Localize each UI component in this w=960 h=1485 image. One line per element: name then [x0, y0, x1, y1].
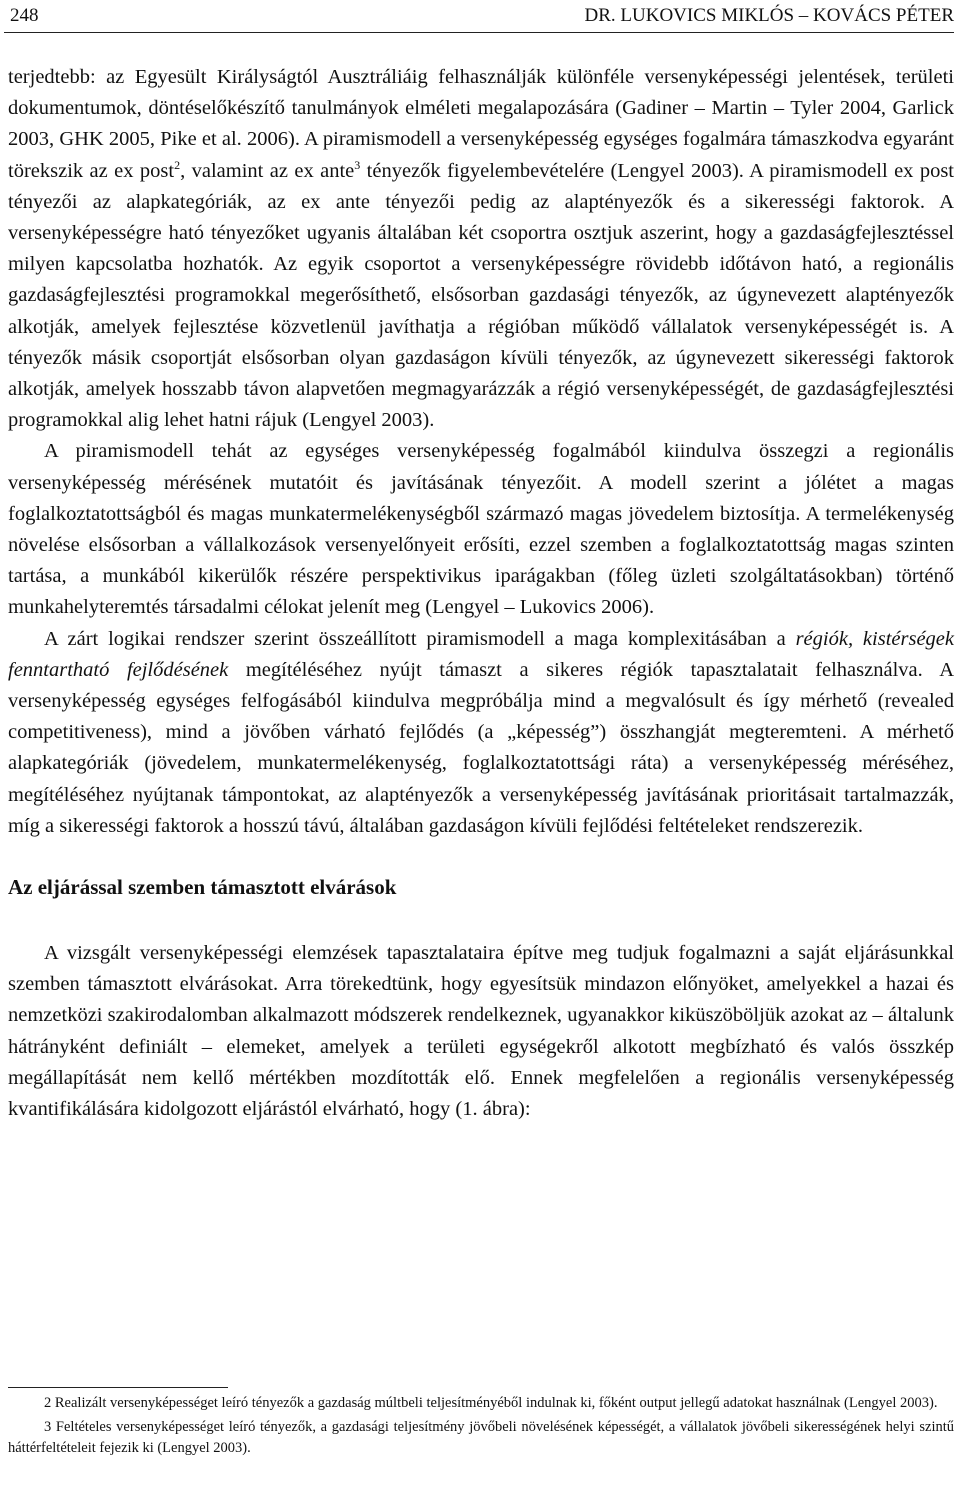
- running-header-authors: DR. LUKOVICS MIKLÓS – KOVÁCS PÉTER: [584, 5, 954, 26]
- text-run: megítéléséhez nyújt támaszt a sikeres régiók tapasztalatait felhasználva. A versenyképesség egységes felfogásából kiindulva megpróbálja mind a megvalósult és így mérhető (revealed competitiveness), mind a jövőben várható fejlődés (a „képesség”) összhangját megteremteni. A mérhető alapkategóriák (jövedelem, munkatermelékenység, foglalkoztatottsági ráta) a versenyképesség méréséhez, megítéléséhez nyújtanak támpontokat, az alaptényezők a versenyképesség javításának prioritásait tartalmazzák, míg a sikerességi faktorok a hosszú távú, általában gazdaságon kívüli fejlődési feltételeket rendszerezik.: [8, 658, 955, 837]
- footnote-2: 2 Realizált versenyképességet leíró tényezők a gazdaság múltbeli teljesítményéből indulnak ki, főként output jellegű adatokat használnak (Lengyel 2003).: [44, 1395, 938, 1411]
- body-paragraph: [8, 436, 954, 623]
- section-paragraph: A vizsgált versenyképességi elemzések tapasztalataira építve meg tudjuk fogalmazni a saját eljárásunkkal szemben támasztott elvárásokat. Arra törekedtünk, hogy egyesítsük mindazon előnyöket, amelyekkel a hazai és nemzetközi szakirodalomban alkalmazott módszerek rendelkeznek, ugyanakkor kiküszöböljük azokat az – általunk hátrányként definiált – elemeket, amelyek a területi egységekről alkotott megbízható és valós összkép megállapítását nem kellő mértékben mozdították elő. Ennek megfelelően a regionális versenyképesség kvantifikálására kidolgozott eljárástól elvárható, hogy (1. ábra):: [8, 942, 954, 1121]
- section-heading: Az eljárással szemben támasztott elvárások: [8, 875, 397, 900]
- page-number: 248: [10, 5, 39, 26]
- footnote-3: 3 Feltételes versenyképességet leíró tényezők, a gazdasági teljesítmény jövőbeli növelésének képességét, a vállalatok jövőbeli sikerességének helyi szintű háttérfeltételeit fejezik ki (Lengyel 2003).: [8, 1418, 954, 1456]
- footnotes: [8, 1393, 954, 1462]
- body-paragraph: [8, 624, 954, 842]
- running-header: [4, 2, 954, 33]
- body-paragraph: [8, 62, 954, 436]
- text-run: A zárt logikai rendszer szerint összeállított piramismodell a maga komplexitásában a: [44, 627, 796, 650]
- emphasis-text: régiók, kistérségek fenntartható fejlődésének: [8, 627, 954, 681]
- text-run: tényezők figyelembevételére (Lengyel 2003). A piramismodell ex post tényezői az alapkategóriák, az ex ante tényezői pedig az alaptényezők és a sikerességi faktorok. A versenyképességre ható tényezőket ugyanis általában két csoportra osztjuk aszerint, hogy a gazdaságfejlesztéssel milyen kapcsolatba hozhatók. Az egyik csoportot a versenyképességre rövidebb időtávon ható, a regionális gazdaságfejlesztési programokkal megerősíthető, elsősorban gazdasági tényezők, az úgynevezett alaptényezők alkotják, amelyek fejlesztése közvetlenül javíthatja a régióban működő vállalatok versenyképességét is. A tényezők másik csoportját elsősorban olyan gazdaságon kívüli tényezők, az úgynevezett sikerességi faktorok alkotják, amelyek hosszabb távon alapvetően megmagyarázzák a régió versenyképességét, de gazdaságfejlesztési programokkal alig lehet hatni rájuk (Lengyel 2003).: [8, 159, 955, 432]
- text-run: terjedtebb: az Egyesült Királyságtól Ausztráliáig felhasználják különféle versenyképességi jelentések, területi dokumentumok, döntéselőkészítő tanulmányok elméleti megalapozására (Gadiner – Martin – Tyler 2004, Garlick 2003, GHK 2005, Pike et al. 2006). A piramismodell a versenyképesség egységes fogalmára támaszkodva egyaránt törekszik az ex post: [8, 66, 954, 182]
- text-run: A piramismodell tehát az egységes versenyképesség fogalmából kiindulva összegzi a regionális versenyképesség mérésének mutatóit és javításának tényezőit. A modell szerint a jólétet a magas foglalkoztatottságból és magas munkatermelékenységből származó magas jövedelem biztosítja. A termelékenység növelése elsősorban a vállalkozások versenyelőnyeit erősíti, ezzel szemben a foglalkoztatottság magas szinten tartása, a munkából kikerülők részére perspektivikus iparágakban (főleg üzleti szolgáltatásokban) történő munkahelyteremtés társadalmi célokat jelenít meg (Lengyel – Lukovics 2006).: [8, 440, 954, 619]
- footnote-ref-3: 3: [354, 157, 361, 172]
- footnote-ref-2: 2: [174, 157, 181, 172]
- text-run: , valamint az ex ante: [180, 159, 355, 182]
- body-text: [8, 62, 954, 1125]
- footnote-separator: [8, 1387, 228, 1388]
